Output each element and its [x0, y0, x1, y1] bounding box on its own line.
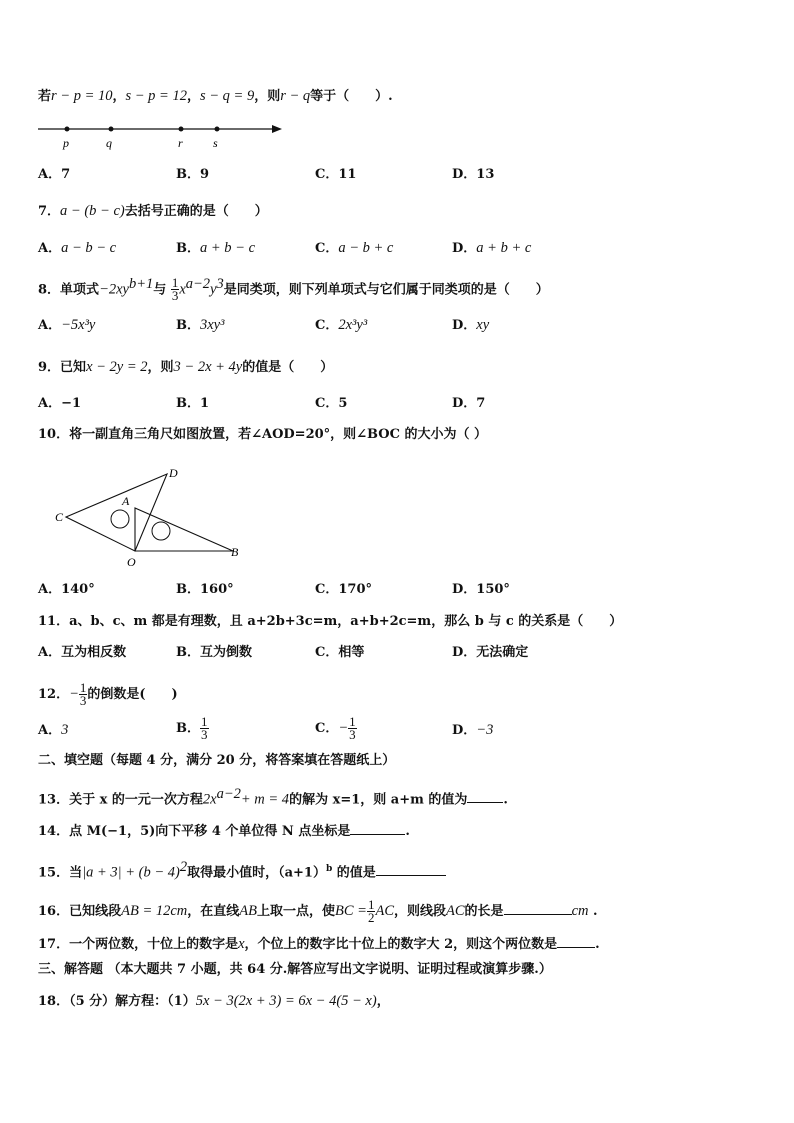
option-b[interactable]: B．3xy³ — [176, 317, 225, 333]
point-p — [65, 127, 70, 132]
label-p: p — [63, 136, 69, 150]
question-16-stem: 16．已知线段AB = 12cm，在直线AB上取一点，使BC = $\frac{1}{2}$ AC，则线段AC的长是 cm . — [38, 897, 598, 925]
point-s — [215, 127, 220, 132]
option-b[interactable]: B．9 — [176, 167, 210, 182]
label-a: A — [122, 494, 130, 508]
option-c[interactable]: C．11 — [315, 167, 357, 182]
question-17-stem: 17．一个两位数，十位上的数字是x，个位上的数字比十位上的数字大 2，则这个两位数是 . — [38, 936, 600, 952]
question-10-stem: 10．将一副直角三角尺如图放置，若∠AOD=20°，则∠BOC 的大小为（ ） — [38, 427, 487, 442]
question-13-stem: 13．关于 x 的一元一次方程$2x^{a-2}+ m = 4$的解为 x=1，则 a+m 的值为 . — [38, 786, 508, 808]
option-d[interactable]: D．13 — [452, 167, 495, 182]
option-b[interactable]: B．1 — [176, 396, 210, 411]
stem-text: ，则 — [254, 89, 281, 104]
expression: a − (b − c) — [60, 203, 125, 219]
label-c: C — [55, 510, 64, 524]
option-d[interactable]: D．无法确定 — [452, 645, 529, 660]
label-r: r — [178, 136, 183, 150]
question-8-stem: 8．单项式$-2xy^{b+1}$与 $\frac{1}{3}$ $x^{a-2}y^3$是同类项，则下列单项式与它们属于同类项的是（ ） — [38, 275, 549, 304]
label-d: D — [169, 466, 178, 480]
option-d[interactable]: D．150° — [452, 582, 510, 597]
question-intro-stem: 若r − p = 10，s − p = 12，s − q = 9，则r − q等于（ ）. — [38, 88, 393, 104]
fraction: $\frac{1}{2}$ — [367, 897, 375, 925]
question-9-stem: 9．已知x − 2y = 2，则3 − 2x + 4y的值是（ ） — [38, 359, 334, 375]
answer-blank[interactable] — [376, 863, 446, 876]
equation: s − q = 9 — [199, 88, 255, 104]
fraction: $\frac{1}{3}$ — [79, 680, 87, 708]
answer-blank[interactable] — [350, 822, 405, 835]
question-12-stem: 12．− $\frac{1}{3}$ 的倒数是( ) — [38, 680, 178, 708]
option-c[interactable]: C．2x³y³ — [315, 317, 368, 333]
option-d[interactable]: D．−3 — [452, 722, 494, 738]
expression: r − q — [280, 88, 311, 104]
option-a[interactable]: A．a − b − c — [38, 240, 117, 256]
label-o: O — [127, 555, 136, 569]
point-r — [179, 127, 184, 132]
option-d[interactable]: D．7 — [452, 396, 486, 411]
answer-blank[interactable] — [467, 790, 503, 803]
option-b[interactable]: B．160° — [176, 582, 234, 597]
answer-blank[interactable] — [557, 935, 595, 948]
option-a[interactable]: A．互为相反数 — [38, 645, 127, 660]
fraction: $\frac{1}{3}$ — [171, 275, 179, 304]
option-a[interactable]: A．7 — [38, 167, 71, 182]
number-line — [36, 118, 286, 152]
stem-text: 若 — [38, 89, 52, 104]
option-a[interactable]: A．−1 — [38, 396, 82, 411]
option-c[interactable]: C．170° — [315, 582, 372, 597]
question-18-stem: 18．（5 分）解方程：（1）5x − 3(2x + 3) = 6x − 4(5 − x)， — [38, 993, 390, 1009]
question-7-stem: 7．a − (b − c)去括号正确的是（ ） — [38, 203, 268, 219]
equation: s − p = 12 — [125, 88, 187, 104]
point-q — [109, 127, 114, 132]
option-a[interactable]: A．−5x³y — [38, 317, 96, 333]
equation: r − p = 10 — [51, 88, 113, 104]
option-c[interactable]: C．a − b + c — [315, 240, 394, 256]
option-b[interactable]: B．a + b − c — [176, 240, 256, 256]
label-s: s — [213, 136, 218, 150]
label-b: B — [231, 545, 239, 559]
stem-text: 等于（ ）. — [310, 89, 393, 104]
option-c[interactable]: C．5 — [315, 396, 348, 411]
option-d[interactable]: D．xy — [452, 317, 490, 333]
answer-blank[interactable] — [504, 902, 572, 915]
option-d[interactable]: D．a + b + c — [452, 240, 532, 256]
section-heading: 二、填空题（每题 4 分，满分 20 分，将答案填在答题纸上） — [38, 753, 396, 768]
option-c[interactable]: C．− $\frac{1}{3}$ — [315, 714, 356, 742]
option-a[interactable]: A．3 — [38, 722, 69, 738]
question-14-stem: 14．点 M(−1，5)向下平移 4 个单位得 N 点坐标是 . — [38, 824, 410, 839]
question-15-stem: 15．当$|a + 3| + (b - 4)^2$取得最小值时，$(a+1)^b$ 的值是 — [38, 859, 446, 881]
option-b[interactable]: B． $\frac{1}{3}$ — [176, 714, 208, 742]
option-c[interactable]: C．相等 — [315, 645, 365, 660]
question-11-stem: 11．a、b、c、m 都是有理数，且 a+2b+3c=m，a+b+2c=m，那么 b 与 c 的关系是（ ） — [38, 614, 623, 629]
section-heading: 三、解答题 （本大题共 7 小题，共 64 分.解答应写出文字说明、证明过程或演算步骤.） — [38, 962, 552, 977]
triangle-figure — [50, 462, 250, 572]
label-q: q — [106, 136, 112, 150]
option-b[interactable]: B．互为倒数 — [176, 645, 253, 660]
option-a[interactable]: A．140° — [38, 582, 95, 597]
